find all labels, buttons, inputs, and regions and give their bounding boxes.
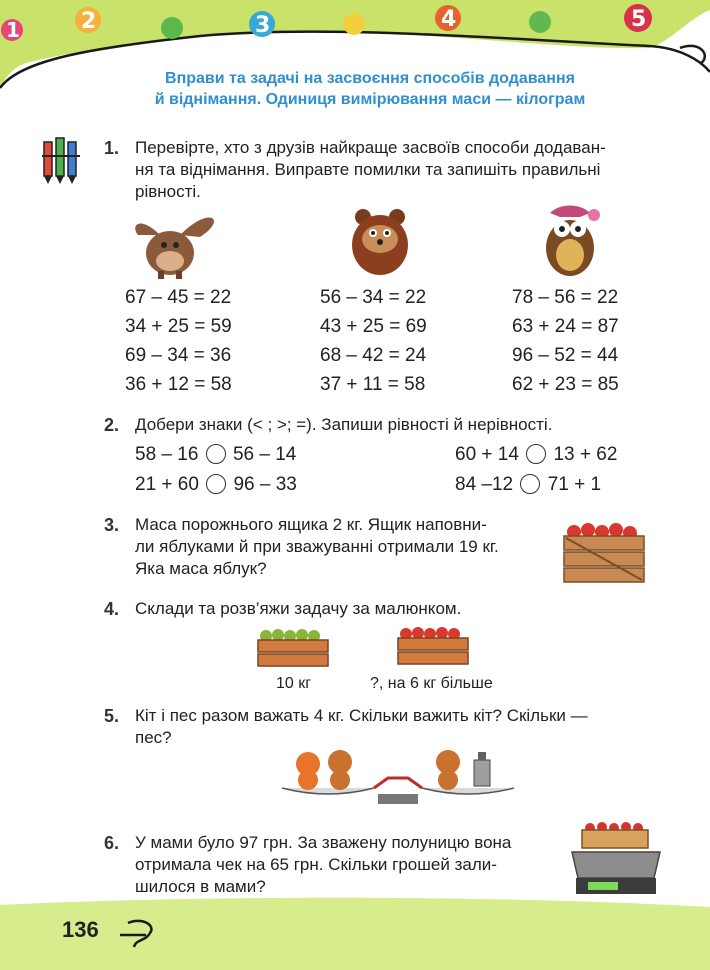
equation: 68 – 42 = 24 (320, 345, 427, 366)
comparison-row: 84 –12 71 + 1 (455, 474, 602, 495)
comparison-row: 60 + 14 13 + 62 (455, 444, 618, 465)
answer-circle[interactable] (520, 474, 540, 494)
task-2-text: Добери знаки (< ; >; =). Запиши рівності й нерівності. (135, 415, 553, 434)
comparison-row: 58 – 16 56 – 14 (135, 444, 297, 465)
red-apples-crate-icon (396, 626, 470, 668)
answer-circle[interactable] (206, 474, 226, 494)
title-line-1: Вправи та задачі на засвоєння способів додавання (165, 70, 575, 87)
title-line-2: й віднімання. Одиниця вимірювання маси — кілограм (154, 91, 586, 108)
equation: 36 + 12 = 58 (125, 374, 232, 395)
task-5-number: 5. (104, 706, 120, 726)
page-title (60, 68, 680, 110)
caption-question: ?, на 6 кг більше (370, 675, 493, 692)
page-number: 136 (62, 917, 99, 942)
owl-icon (540, 203, 605, 278)
equation: 62 + 23 = 85 (512, 374, 619, 395)
svg-text:2: 2 (81, 9, 97, 34)
svg-text:1: 1 (6, 18, 20, 42)
equation: 96 – 52 = 44 (512, 345, 619, 366)
footer-decoration (0, 895, 710, 970)
equation: 56 – 34 = 22 (320, 287, 427, 308)
svg-text:4: 4 (441, 7, 457, 32)
task-3-number: 3. (104, 515, 120, 535)
equation: 34 + 25 = 59 (125, 316, 232, 337)
equation: 78 – 56 = 22 (512, 287, 619, 308)
comparison-row: 21 + 60 96 – 33 (135, 474, 297, 495)
task-6-number: 6. (104, 833, 120, 853)
equation: 69 – 34 = 36 (125, 345, 232, 366)
task-1-column-2 (320, 283, 427, 399)
svg-text:5: 5 (631, 7, 647, 32)
task-1-text: Перевірте, хто з друзів найкраще засвоїв способи додаван- ня та віднімання. Виправте помилки та запишіть правильні рівності. (135, 138, 606, 201)
task-4-text: Склади та розв’яжи задачу за малюнком. (135, 599, 462, 618)
dog-icon (328, 750, 352, 790)
task-1-column-1 (125, 283, 232, 399)
equation: 67 – 45 = 22 (125, 287, 232, 308)
bear-icon (345, 205, 415, 280)
strawberry-scale-icon (566, 818, 666, 898)
task-4-number: 4. (104, 599, 120, 619)
task-5-text: Кіт і пес разом важать 4 кг. Скільки важить кіт? Скільки — пес? (135, 706, 588, 747)
donkey-icon (130, 205, 230, 280)
equation: 43 + 25 = 69 (320, 316, 427, 337)
task-1-column-3 (512, 283, 619, 399)
task-3-text: Маса порожнього ящика 2 кг. Ящик наповни- ли яблуками й при зважуванні отримали 19 кг. Яка маса яблук? (135, 515, 499, 578)
balance-scale-icon (278, 738, 518, 808)
dog-icon (436, 750, 460, 790)
cat-icon (296, 752, 320, 790)
equation: 63 + 24 = 87 (512, 316, 619, 337)
answer-circle[interactable] (526, 444, 546, 464)
pencils-icon (40, 136, 88, 186)
apple-crate-icon (560, 518, 648, 588)
equation: 37 + 11 = 58 (320, 374, 426, 395)
answer-circle[interactable] (206, 444, 226, 464)
green-apples-crate-icon (256, 628, 330, 670)
task-1-number: 1. (104, 138, 120, 158)
task-2-number: 2. (104, 415, 120, 435)
svg-text:3: 3 (255, 13, 271, 38)
task-6-text: У мами було 97 грн. За зважену полуницю вона отримала чек на 65 грн. Скільки грошей зали- шилося в мами? (135, 833, 512, 896)
caption-10kg: 10 кг (276, 675, 312, 692)
